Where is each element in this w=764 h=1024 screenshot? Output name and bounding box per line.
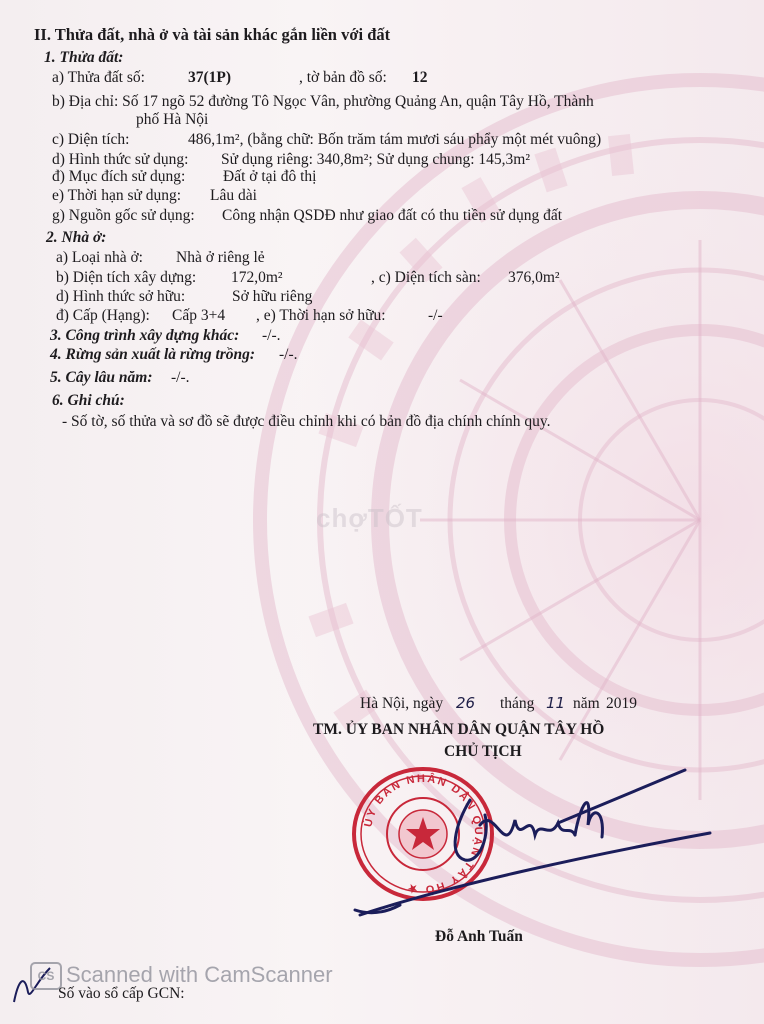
ownership-value: Sở hữu riêng [232,288,313,305]
construction-value: -/-. [262,327,281,344]
origin-label: g) Nguồn gốc sử dụng: [52,207,195,224]
use-form-label: d) Hình thức sử dụng: [52,151,189,168]
parcel-value: 37(1P) [188,69,232,86]
grade-value: Cấp 3+4 [172,307,226,324]
grade-label: đ) Cấp (Hạng): [56,307,150,324]
house-heading: 2. Nhà ở: [46,229,107,246]
trees-heading: 5. Cây lâu năm: [50,369,153,386]
address-line-1: b) Địa chỉ: Số 17 ngõ 52 đường Tô Ngọc Vân, phường Quảng An, quận Tây Hồ, Thành [52,93,594,110]
year-label: năm [573,695,600,712]
trees-value: -/-. [171,369,190,386]
floor-area-label: , c) Diện tích sàn: [371,269,481,286]
date-month: 11 [546,694,566,712]
signer-name: Đỗ Anh Tuấn [435,928,523,945]
purpose-value: Đất ở tại đô thị [223,168,317,185]
purpose-label: đ) Mục đích sử dụng: [52,168,186,185]
map-label: , tờ bản đồ số: [299,69,387,86]
build-area-value: 172,0m² [231,269,283,286]
date-day: 26 [456,694,476,712]
area-label: c) Diện tích: [52,131,130,148]
house-type-label: a) Loại nhà ở: [56,249,143,266]
term-label: e) Thời hạn sử dụng: [52,187,182,204]
forest-value: -/-. [279,346,298,363]
month-label: tháng [500,695,535,712]
handwritten-signature [330,765,720,925]
use-form-value: Sử dụng riêng: 340,8m²; Sử dụng chung: 145,3m² [221,151,530,168]
address-line-2: phố Hà Nội [136,111,209,128]
origin-value: Công nhận QSDĐ như giao đất có thu tiền sử dụng đất [222,207,563,224]
own-term-label: , e) Thời hạn sở hữu: [256,307,386,324]
authority-title: TM. ỦY BAN NHÂN DÂN QUẬN TÂY HỒ [313,721,605,738]
build-area-label: b) Diện tích xây dựng: [56,269,197,286]
date-year: 2019 [606,695,637,712]
place-date-prefix: Hà Nội, ngày [360,695,444,712]
land-heading: 1. Thửa đất: [44,49,124,66]
notes-text: - Số tờ, số thửa và sơ đồ sẽ được điều chỉnh khi có bản đồ địa chính chính quy. [62,413,551,430]
floor-area-value: 376,0m² [508,269,560,286]
forest-heading: 4. Rừng sản xuất là rừng trồng: [50,346,256,363]
svg-text:ỦY BAN NHÂN DÂN QUẬN TÂY HỒ ★: ỦY BAN NHÂN DÂN QUẬN TÂY HỒ ★ [362,772,485,896]
term-value: Lâu dài [210,187,257,204]
position-title: CHỦ TỊCH [444,743,522,760]
gcn-label: Số vào sổ cấp GCN: [58,985,185,1002]
ownership-label: d) Hình thức sở hữu: [56,288,186,305]
camscanner-text: Scanned with CamScanner [66,962,333,987]
area-value: 486,1m², (bằng chữ: Bốn trăm tám mươi sáu phẩy một mét vuông) [188,131,602,148]
house-type-value: Nhà ở riêng lẻ [176,249,265,266]
own-term-value: -/- [428,307,443,324]
section-title: II. Thửa đất, nhà ở và tài sản khác gắn liền với đất [34,25,391,44]
parcel-label: a) Thửa đất số: [52,69,145,86]
chotot-watermark: chợTỐT [316,503,423,533]
map-value: 12 [412,69,428,86]
notes-heading: 6. Ghi chú: [52,392,125,409]
camscanner-logo-icon: CS [30,962,62,990]
construction-heading: 3. Công trình xây dựng khác: [50,327,240,344]
